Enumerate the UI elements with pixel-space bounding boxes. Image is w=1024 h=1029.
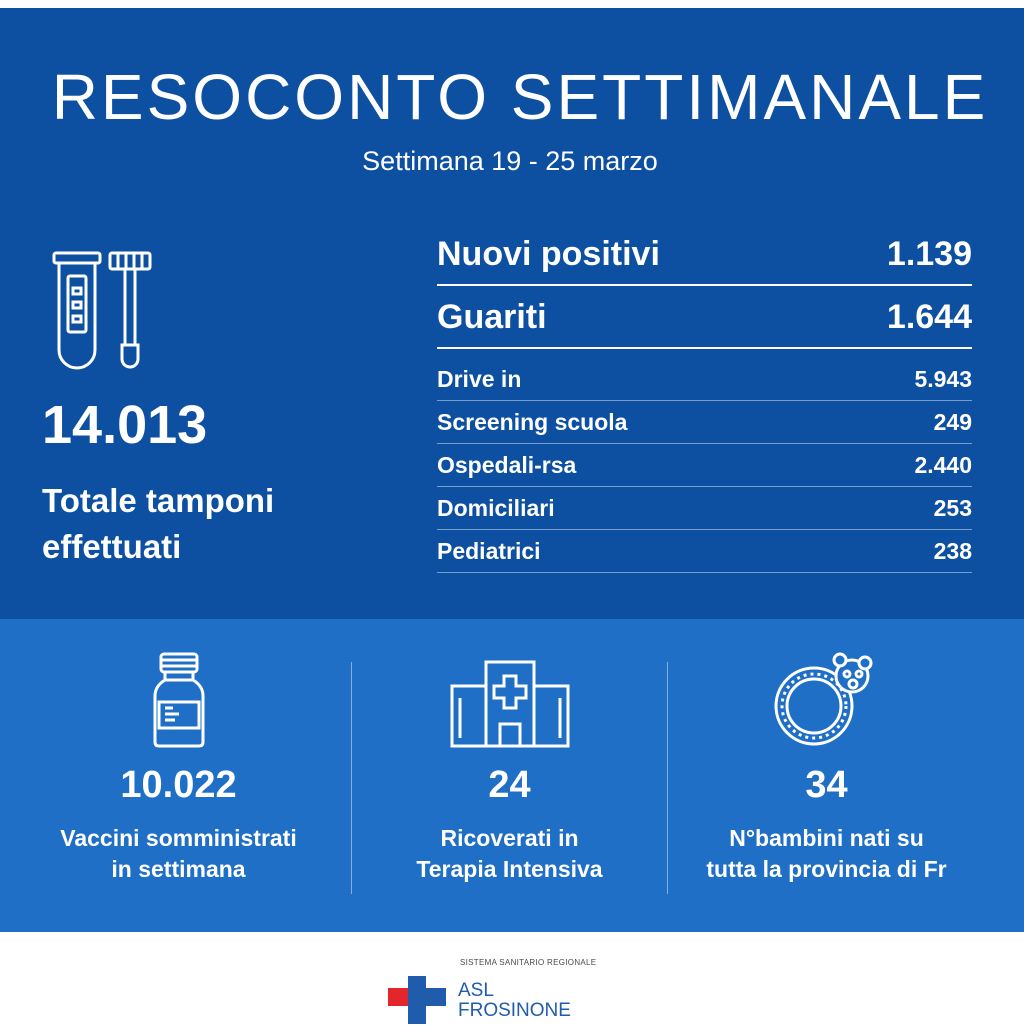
breakdown-value: 2.440	[914, 451, 972, 478]
vaccines-label	[12, 823, 345, 885]
breakdown-row-pediatrici	[437, 530, 972, 573]
breakdown-label: Drive in	[437, 365, 522, 392]
stat-label: Guariti	[437, 297, 547, 336]
breakdown-value: 249	[933, 408, 972, 435]
page-title: RESOCONTO SETTIMANALE	[51, 61, 989, 133]
breakdown-row-domiciliari	[437, 487, 972, 530]
vaccine-vial-icon	[12, 640, 345, 750]
births-column	[660, 640, 993, 885]
label-line: Vaccini somministrati	[60, 825, 297, 851]
stat-row-guariti	[437, 287, 972, 349]
label-line: tutta la provincia di Fr	[706, 856, 947, 882]
asl-cross-logo-icon	[388, 972, 448, 1029]
births-label	[660, 823, 993, 885]
stat-value: 1.139	[886, 234, 972, 273]
icu-column	[343, 640, 676, 885]
vaccines-value: 10.022	[120, 764, 237, 806]
total-swabs-number: 14.013	[42, 395, 208, 455]
icu-label	[343, 823, 676, 885]
icu-value: 24	[488, 764, 531, 806]
breakdown-label: Domiciliari	[437, 494, 555, 521]
label-line: in settimana	[111, 856, 246, 882]
breakdown-row-ospedali-rsa	[437, 444, 972, 487]
vaccines-column	[12, 640, 345, 885]
stat-label: Nuovi positivi	[437, 234, 660, 273]
births-value: 34	[805, 764, 848, 806]
breakdown-row-drive-in	[437, 358, 972, 401]
week-subtitle: Settimana 19 - 25 marzo	[362, 146, 658, 176]
stat-row-nuovi-positivi	[437, 224, 972, 286]
breakdown-label: Pediatrici	[437, 537, 541, 564]
regional-system-label: SISTEMA SANITARIO REGIONALE	[460, 958, 597, 967]
asl-city: FROSINONE	[458, 1000, 571, 1021]
label-line: Terapia Intensiva	[416, 856, 603, 882]
breakdown-value: 238	[933, 537, 972, 564]
test-tube-swab-icon	[50, 250, 160, 380]
breakdown-row-screening-scuola	[437, 401, 972, 444]
label-line: Ricoverati in	[440, 825, 579, 851]
asl-name: ASL	[458, 980, 494, 1001]
hospital-icon	[343, 640, 676, 750]
top-strip	[0, 0, 1024, 8]
total-swabs-label: Totale tamponi effettuati	[42, 482, 275, 565]
breakdown-label: Screening scuola	[437, 408, 628, 435]
breakdown-value: 5.943	[914, 365, 972, 392]
breakdown-label: Ospedali-rsa	[437, 451, 577, 478]
stat-value: 1.644	[886, 297, 972, 336]
breakdown-value: 253	[933, 494, 972, 521]
label-line: N°bambini nati su	[729, 825, 924, 851]
baby-teether-icon	[660, 640, 993, 750]
